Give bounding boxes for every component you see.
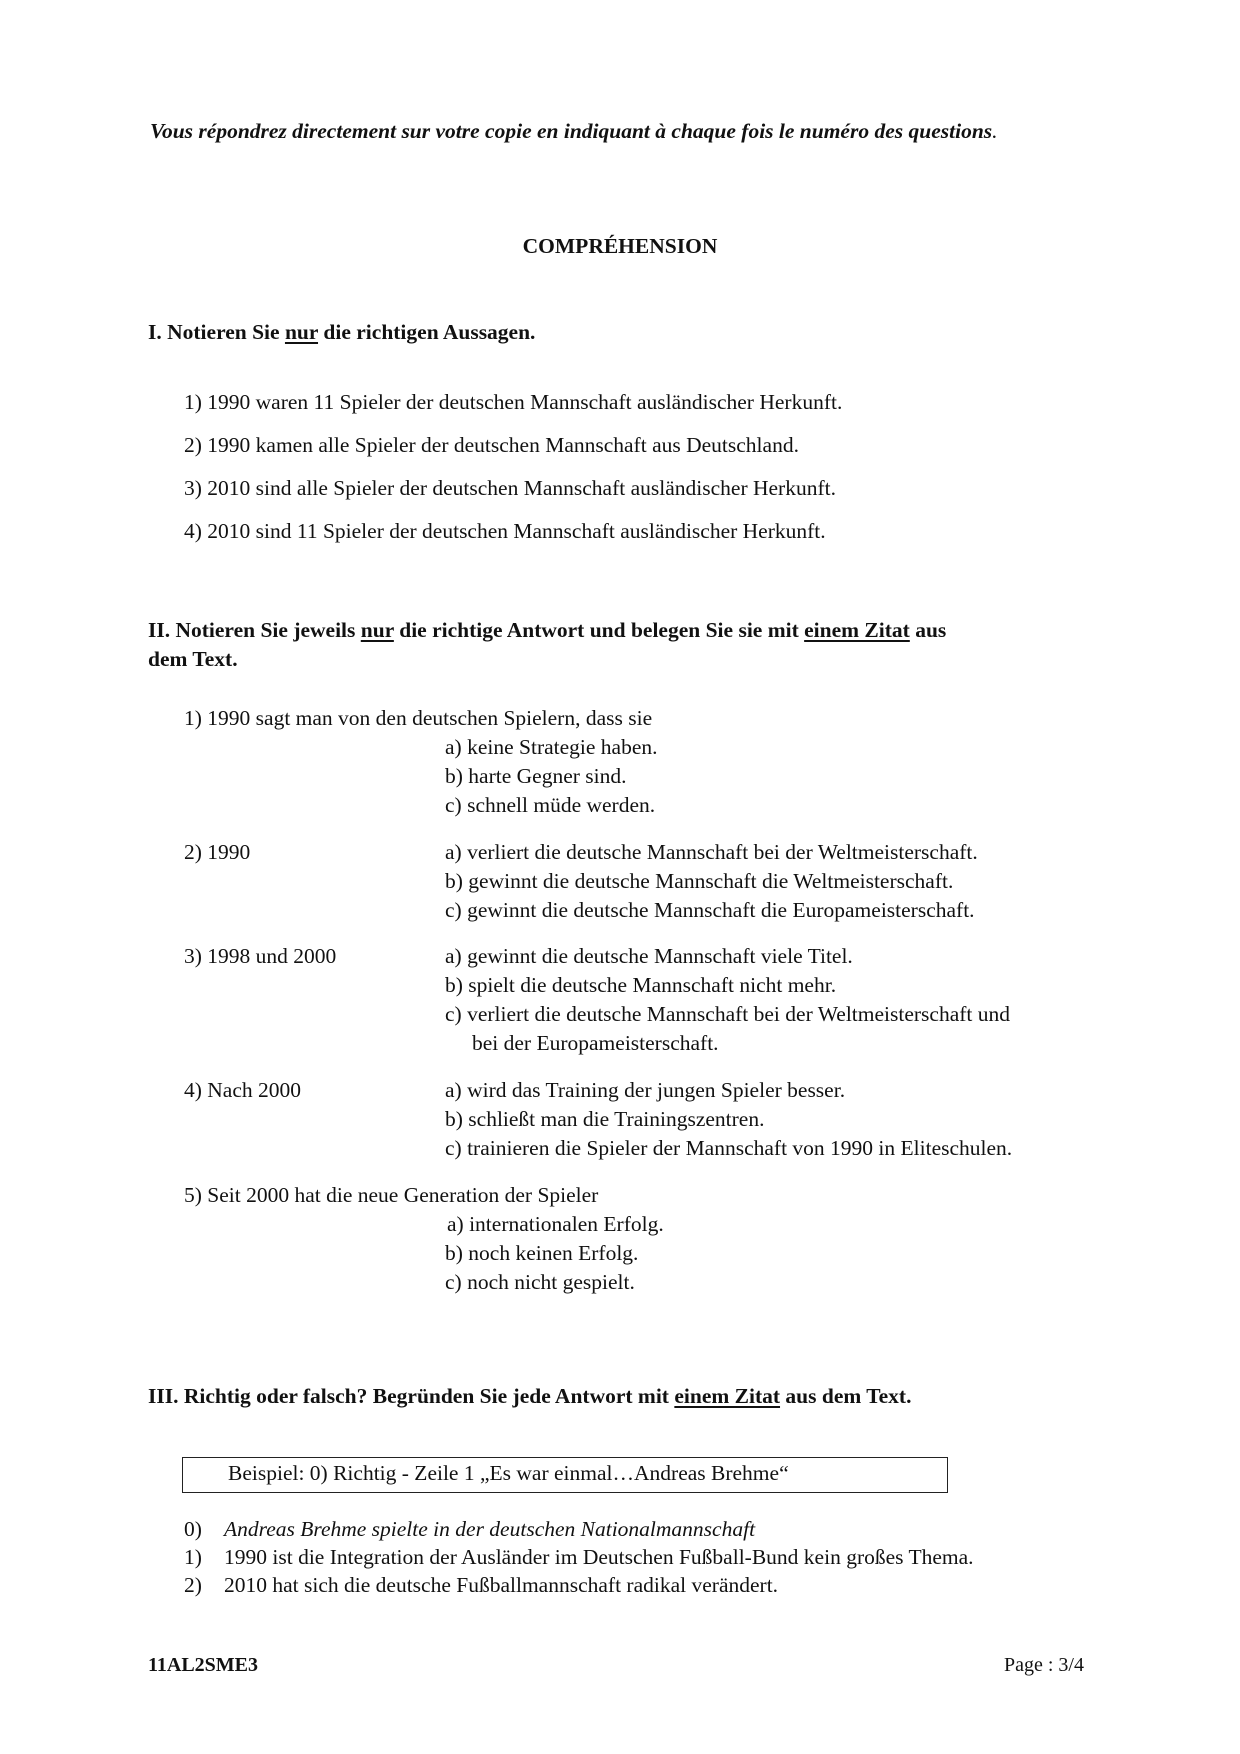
question-4-stem: 4) Nach 2000 [184,1078,302,1102]
question-2-stem: 2) 1990 [184,840,251,864]
question-3-stem: 3) 1998 und 2000 [184,944,337,968]
question-4-option-c: c) trainieren die Spieler der Mannschaft von 1990 in Eliteschulen. [445,1136,1013,1160]
list-item: 1) 1990 waren 11 Spieler der deutschen Mannschaft ausländischer Herkunft. [184,390,843,414]
question-4-option-b: b) schließt man die Trainingszentren. [445,1107,765,1131]
document-code: 11AL2SME3 [148,1654,259,1676]
question-5-option-c: c) noch nicht gespielt. [445,1270,635,1294]
question-2-option-c: c) gewinnt die deutsche Mannschaft die Europameisterschaft. [445,898,975,922]
list-item: 3) 2010 sind alle Spieler der deutschen Mannschaft ausländischer Herkunft. [184,476,836,500]
list-item: 2010 hat sich die deutsche Fußballmannschaft radikal verändert. [224,1573,779,1597]
section-1-title: I. Notieren Sie nur die richtigen Aussagen. [148,320,536,344]
question-5-stem: 5) Seit 2000 hat die neue Generation der Spieler [184,1183,599,1207]
list-item-number: 0) [184,1517,202,1541]
question-3-option-a: a) gewinnt die deutsche Mannschaft viele Titel. [445,944,853,968]
instruction-text: Vous répondrez directement sur votre copie en indiquant à chaque fois le numéro des questions. [150,119,998,143]
list-item-number: 1) [184,1545,202,1569]
section-2-title-line2: dem Text. [148,647,238,671]
list-item-number: 2) [184,1573,202,1597]
example-text: Beispiel: 0) Richtig - Zeile 1 „Es war einmal…Andreas Brehme“ [228,1461,789,1485]
question-3-option-c-cont: bei der Europameisterschaft. [472,1031,719,1055]
list-item: 1990 ist die Integration der Ausländer im Deutschen Fußball-Bund kein großes Thema. [224,1545,974,1569]
question-1-option-c: c) schnell müde werden. [445,793,656,817]
question-3-option-c: c) verliert die deutsche Mannschaft bei der Weltmeisterschaft und [445,1002,1011,1026]
question-2-option-a: a) verliert die deutsche Mannschaft bei der Weltmeisterschaft. [445,840,978,864]
question-1-stem: 1) 1990 sagt man von den deutschen Spielern, dass sie [184,706,653,730]
list-item: 2) 1990 kamen alle Spieler der deutschen Mannschaft aus Deutschland. [184,433,799,457]
question-4-option-a: a) wird das Training der jungen Spieler besser. [445,1078,846,1102]
question-1-option-a: a) keine Strategie haben. [445,735,658,759]
section-2-title: II. Notieren Sie jeweils nur die richtige Antwort und belegen Sie sie mit einem Zitat aus [148,618,947,642]
list-item: Andreas Brehme spielte in der deutschen Nationalmannschaft [224,1517,756,1541]
question-5-option-a: a) internationalen Erfolg. [447,1212,664,1236]
question-3-option-b: b) spielt die deutsche Mannschaft nicht mehr. [445,973,837,997]
page-title: COMPRÉHENSION [522,234,718,258]
question-2-option-b: b) gewinnt die deutsche Mannschaft die Weltmeisterschaft. [445,869,954,893]
question-1-option-b: b) harte Gegner sind. [445,764,627,788]
page-number: Page : 3/4 [1004,1654,1084,1676]
list-item: 4) 2010 sind 11 Spieler der deutschen Mannschaft ausländischer Herkunft. [184,519,826,543]
section-3-title: III. Richtig oder falsch? Begründen Sie jede Antwort mit einem Zitat aus dem Text. [148,1384,912,1408]
question-5-option-b: b) noch keinen Erfolg. [445,1241,639,1265]
